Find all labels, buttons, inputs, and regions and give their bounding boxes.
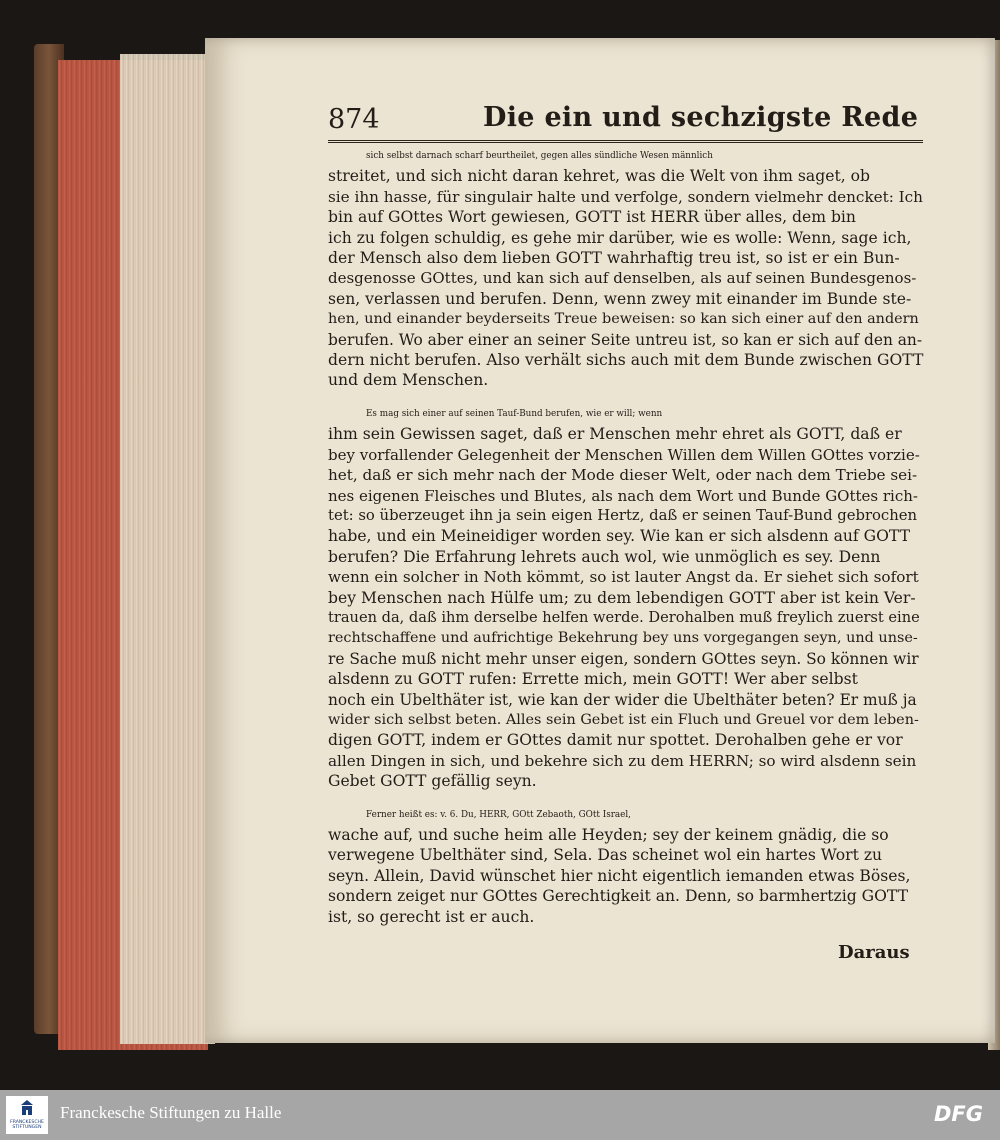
text-line: allen Dingen in sich, und bekehre sich zu dem HERRN; so wird alsdenn sein bbox=[328, 751, 917, 770]
text-line: alsdenn zu GOTT rufen: Errette mich, mein GOTT! Wer aber selbst bbox=[328, 670, 858, 689]
text-line: tet: so überzeuget ihn ja sein eigen Hertz, daß er seinen Tauf-Bund gebrochen bbox=[328, 506, 918, 524]
text-line: und dem Menschen. bbox=[328, 371, 489, 390]
text-line: sondern zeiget nur GOttes Gerechtigkeit an. Denn, so barmhertzig GOTT bbox=[328, 887, 909, 906]
text-line: sich selbst darnach scharf beurtheilet, gegen alles sündliche Wesen männlich bbox=[366, 151, 713, 161]
text-line: der Mensch also dem lieben GOTT wahrhaftig treu ist, so ist er ein Bun- bbox=[328, 249, 900, 268]
text-line: Gebet GOTT gefällig seyn. bbox=[328, 772, 537, 791]
text-line: wache auf, und suche heim alle Heyden; sey der keinem gnädig, die so bbox=[328, 826, 889, 844]
viewer-footer bbox=[0, 1090, 1000, 1140]
paragraph-3 bbox=[328, 805, 923, 927]
text-line: wider sich selbst beten. Alles sein Gebet ist ein Fluch und Greuel vor dem leben- bbox=[328, 711, 919, 728]
institution-name[interactable]: Franckesche Stiftungen zu Halle bbox=[60, 1103, 282, 1122]
text-line: wenn ein solcher in Noth kömmt, so ist lauter Angst da. Er siehet sich sofort bbox=[328, 568, 919, 587]
text-line: hen, und einander beyderseits Treue beweisen: so kan sich einer auf den andern bbox=[328, 311, 919, 328]
dfg-logo[interactable]: DFG bbox=[934, 1102, 984, 1126]
text-line: ich zu folgen schuldig, es gehe mir darüber, wie es wolle: Wenn, sage ich, bbox=[328, 228, 912, 247]
text-line: re Sache muß nicht mehr unser eigen, sondern GOttes seyn. So können wir bbox=[328, 649, 919, 668]
page-number: 874 bbox=[328, 104, 380, 135]
page-block-edges bbox=[120, 54, 215, 1044]
text-line: verwegene Ubelthäter sind, Sela. Das scheinet wol ein hartes Wort zu bbox=[328, 846, 883, 865]
catchword: Daraus bbox=[838, 942, 910, 963]
text-line: seyn. Allein, David wünschet hier nicht eigentlich iemanden etwas Böses, bbox=[328, 866, 911, 885]
text-line: desgenosse GOttes, und kan sich auf denselben, als auf seinen Bundesgenos- bbox=[328, 269, 917, 288]
paragraph-2 bbox=[328, 404, 923, 792]
text-line: Es mag sich einer auf seinen Tauf-Bund berufen, wie er will; wenn bbox=[366, 408, 663, 419]
text-line: berufen. Wo aber einer an seiner Seite untreu ist, so kan er sich auf den an- bbox=[328, 330, 923, 349]
text-line: het, daß er sich mehr nach der Mode dieser Welt, oder nach dem Triebe sei- bbox=[328, 466, 918, 485]
text-line: nes eigenen Fleisches und Blutes, als nach dem Wort und Bunde GOttes rich- bbox=[328, 486, 918, 505]
text-line: bey Menschen nach Hülfe um; zu dem lebendigen GOTT aber ist kein Ver- bbox=[328, 588, 916, 607]
page-header bbox=[328, 100, 923, 143]
text-line: habe, und ein Meineidiger worden sey. Wie kan er sich alsdenn auf GOTT bbox=[328, 527, 910, 546]
running-head: Die ein und sechzigste Rede bbox=[483, 102, 919, 133]
text-line: sie ihn hasse, für singulair halte und verfolge, sondern vielmehr dencket: Ich bbox=[328, 187, 923, 206]
text-line: rechtschaffene und aufrichtige Bekehrung bey uns vorgegangen seyn, und unse- bbox=[328, 630, 918, 647]
paragraph-1 bbox=[328, 146, 923, 391]
text-line: trauen da, daß ihm derselbe helfen werde. Derohalben muß freylich zuerst eine bbox=[328, 608, 920, 626]
text-line: noch ein Ubelthäter ist, wie kan der wider die Ubelthäter beten? Er muß ja bbox=[328, 690, 917, 709]
text-line: ihm sein Gewissen saget, daß er Menschen mehr ehret als GOTT, daß er bbox=[328, 425, 902, 444]
text-line: dern nicht berufen. Also verhält sichs auch mit dem Bunde zwischen GOTT bbox=[328, 351, 924, 370]
body-text bbox=[328, 146, 923, 940]
text-line: sen, verlassen und berufen. Denn, wenn zwey mit einander im Bunde ste- bbox=[328, 289, 912, 308]
text-line: Ferner heißt es: v. 6. Du, HERR, GOtt Zebaoth, GOtt Israel, bbox=[366, 809, 631, 820]
text-line: bey vorfallender Gelegenheit der Menschen Willen dem Willen GOttes vorzie- bbox=[328, 445, 920, 464]
building-icon bbox=[21, 1100, 33, 1116]
text-line: bin auf GOttes Wort gewiesen, GOTT ist HERR über alles, dem bin bbox=[328, 208, 856, 227]
institution-logo[interactable] bbox=[6, 1096, 48, 1134]
logo-text: FRANCKESCHE STIFTUNGEN bbox=[10, 1120, 44, 1130]
text-line: digen GOTT, indem er GOttes damit nur spottet. Derohalben gehe er vor bbox=[328, 731, 903, 750]
text-line: berufen? Die Erfahrung lehrets auch wol, wie unmöglich es sey. Denn bbox=[328, 547, 881, 566]
text-line: streitet, und sich nicht daran kehret, was die Welt von ihm saget, ob bbox=[328, 167, 870, 186]
text-line: ist, so gerecht ist er auch. bbox=[328, 907, 535, 926]
